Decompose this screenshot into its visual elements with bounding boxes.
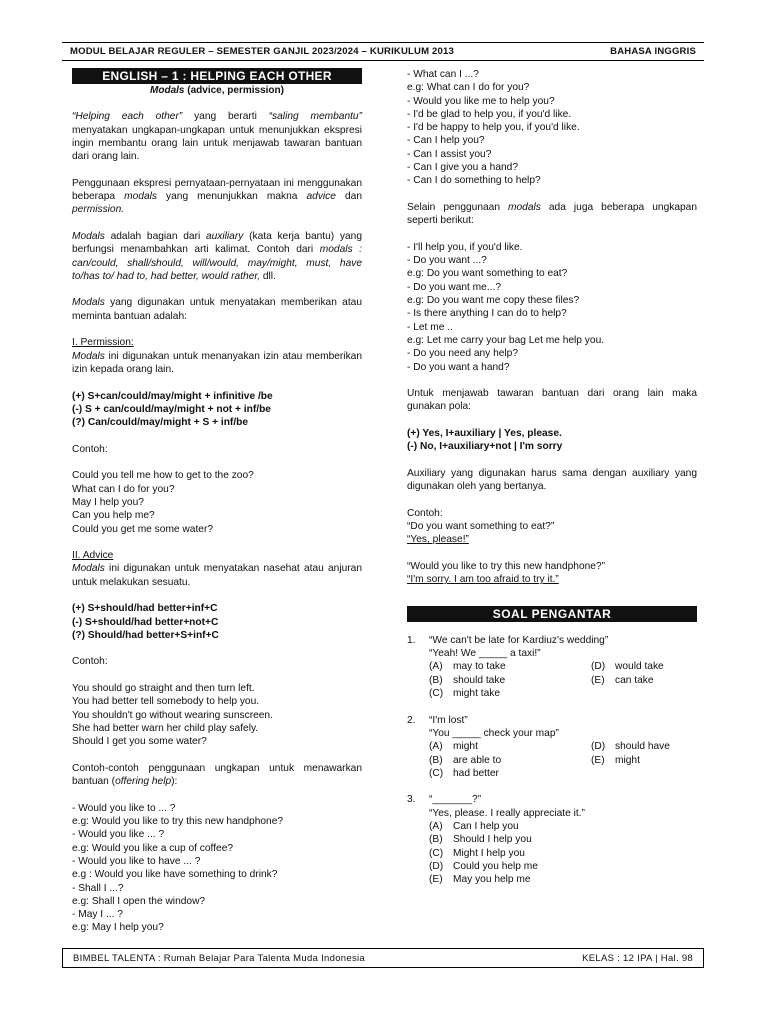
example-line: May I help you? — [72, 496, 144, 508]
list-item: e.g: May I help you? — [72, 922, 164, 934]
advice-paragraph — [72, 562, 362, 589]
option-letter: (A) — [429, 821, 443, 833]
footer-institution: BIMBEL TALENTA : Rumah Belajar Para Talenta Muda Indonesia — [73, 952, 365, 964]
def-modals: Modals — [72, 230, 105, 242]
example-answer-2: “I'm sorry. I am too afraid to try it.” — [407, 574, 559, 586]
section-subtitle — [72, 84, 362, 97]
list-item: - Do you want ...? — [407, 255, 487, 267]
perm-text: ini digunakan untuk menanyakan izin atau memberikan izin kepada orang lain. — [72, 350, 362, 375]
page-footer — [62, 948, 704, 968]
list-item: - Do you need any help? — [407, 348, 519, 360]
def-auxiliary: auxiliary — [205, 230, 244, 242]
example-line: She had better warn her child play safely. — [72, 722, 259, 734]
list-item: e.g: Shall I open the window? — [72, 895, 206, 907]
list-item: - Can I assist you? — [407, 148, 492, 160]
list-item: - What can I ...? — [407, 69, 479, 80]
option-letter: (C) — [429, 767, 444, 779]
list-item: - Can I do something to help? — [407, 175, 541, 187]
list-item: - Let me .. — [407, 321, 453, 333]
option-text: Should I help you — [453, 834, 532, 846]
option-b[interactable] — [429, 674, 591, 687]
question-line: “We can't be late for Kardiuz's wedding” — [429, 634, 609, 646]
usage-permission: permission. — [72, 204, 125, 216]
option-text: might — [615, 754, 640, 766]
intro-term: “Helping each other” — [72, 111, 183, 123]
option-letter: (C) — [429, 847, 444, 859]
list-item: - I'll help you, if you'd like. — [407, 241, 523, 253]
option-d[interactable] — [429, 860, 697, 873]
option-letter: (E) — [429, 874, 443, 886]
usage-text: Penggunaan ekspresi pernyataan-pernyataan ini menggunakan beberapa — [72, 177, 362, 203]
option-letter: (D) — [429, 860, 444, 872]
question-3 — [407, 793, 697, 886]
section-title: ENGLISH – 1 : HELPING EACH OTHER — [72, 68, 362, 84]
question-line: “I'm lost” — [429, 714, 468, 726]
def-modal-list: modals : can/could, shall/should, will/would, may/might, must, have to/has to/ had to, had better, would rather, — [72, 244, 362, 282]
list-item: e.g: Do you want something to eat? — [407, 268, 568, 280]
question-number: 3. — [407, 794, 416, 806]
example-question-1: “Do you want something to eat?” — [407, 521, 555, 533]
permission-paragraph — [72, 350, 362, 377]
offer-text: Contoh-contoh penggunaan ungkapan untuk menawarkan bantuan ( — [72, 762, 362, 788]
example-line: You had better tell somebody to help you. — [72, 696, 260, 708]
list-item: - Would you like to ... ? — [72, 802, 176, 814]
option-text: May you help me — [453, 874, 531, 886]
option-text: should have — [615, 741, 670, 753]
usage-modals: modals — [124, 191, 157, 203]
option-letter: (A) — [429, 741, 443, 753]
example-line: Could you tell me how to get to the zoo? — [72, 470, 254, 482]
example-line: Could you get me some water? — [72, 523, 213, 535]
adv-modals: Modals — [72, 563, 105, 575]
def-dll: dll. — [260, 270, 276, 282]
example-answer-1: “Yes, please!” — [407, 534, 469, 546]
offering-help-list — [72, 802, 362, 935]
list-item: e.g: Would you like to try this new handphone? — [72, 816, 284, 828]
permission-formulas — [72, 390, 362, 430]
option-letter: (C) — [429, 688, 444, 700]
list-item: - Do you want me...? — [407, 281, 501, 293]
formula-line: (?) Can/could/may/might + S + inf/be — [72, 417, 249, 429]
list-item: - May I ... ? — [72, 909, 123, 921]
footer-page-info: KELAS : 12 IPA | Hal. 98 — [582, 952, 693, 964]
soal-pengantar-title: SOAL PENGANTAR — [407, 606, 697, 622]
list-item: e.g : Would you like have something to drink? — [72, 869, 278, 881]
other-expressions-list — [407, 241, 697, 374]
formula-line: (+) Yes, I+auxiliary | Yes, please. — [407, 428, 562, 440]
list-item: - I'd be happy to help you, if you'd like. — [407, 122, 580, 134]
left-column — [72, 68, 362, 935]
option-c[interactable] — [429, 847, 697, 860]
option-text: had better — [453, 767, 499, 779]
example-line: You should go straight and then turn left. — [72, 683, 255, 695]
option-letter: (B) — [429, 834, 443, 846]
other-expressions-paragraph — [407, 201, 697, 228]
question-number: 2. — [407, 714, 416, 726]
formula-line: (-) S+should/had better+not+C — [72, 616, 219, 628]
option-d[interactable] — [591, 660, 697, 673]
list-item: - Is there anything I can do to help? — [407, 308, 567, 320]
usage-text-2: yang menunjukkan makna — [156, 191, 307, 203]
question-2 — [407, 714, 697, 780]
question-line: “_______?” — [429, 794, 482, 806]
usage-and: dan — [335, 191, 362, 203]
list-item: e.g: Do you want me copy these files? — [407, 295, 580, 307]
list-item: - I'd be glad to help you, if you'd like. — [407, 108, 572, 120]
permission-heading: I. Permission: — [72, 337, 134, 349]
option-text: Might I help you — [453, 847, 525, 859]
usage-advice: advice — [306, 191, 336, 203]
perm-modals: Modals — [72, 350, 105, 362]
option-text: might — [453, 741, 478, 753]
option-letter: (D) — [591, 741, 606, 753]
example-line: What can I do for you? — [72, 483, 175, 495]
question-line: “Yeah! We _____ a taxi!” — [429, 648, 541, 660]
option-letter: (D) — [591, 661, 606, 673]
offer-text-end: ): — [171, 776, 178, 788]
offering-help-list-continued — [407, 68, 697, 188]
intro-paragraph — [72, 110, 362, 163]
formula-line: (-) S + can/could/may/might + not + inf/be — [72, 403, 271, 415]
permission-examples — [72, 469, 362, 535]
usage2-modals: Modals — [72, 297, 105, 309]
contoh-label: Contoh: — [72, 443, 108, 455]
answer-options — [429, 660, 697, 700]
header-module-title: MODUL BELAJAR REGULER – SEMESTER GANJIL 2023/2024 – KURIKULUM 2013 — [70, 46, 454, 57]
option-text: may to take — [453, 661, 506, 673]
other-modals: modals — [508, 201, 541, 213]
list-item: - Would you like me to help you? — [407, 95, 555, 107]
usage2-text: yang digunakan untuk menyatakan memberikan atau meminta bantuan adalah: — [72, 297, 362, 322]
list-item: - Would you like to have ... ? — [72, 855, 201, 867]
option-letter: (E) — [591, 674, 605, 686]
right-column — [407, 68, 697, 900]
offer-term: offering help — [115, 776, 172, 788]
advice-formulas — [72, 602, 362, 642]
question-number: 1. — [407, 634, 416, 646]
adv-text: ini digunakan untuk menyatakan nasehat atau anjuran untuk melakukan sesuatu. — [72, 563, 362, 588]
contoh-label: Contoh: — [72, 656, 108, 668]
def-text: adalah bagian dari — [104, 230, 206, 242]
question-line: “You _____ check your map” — [429, 727, 559, 739]
example-line: Should I get you some water? — [72, 736, 207, 748]
offering-help-paragraph — [72, 762, 362, 789]
option-a[interactable] — [429, 820, 697, 833]
list-item: - Shall I ...? — [72, 882, 124, 894]
option-e[interactable] — [591, 754, 697, 767]
answer-options — [429, 740, 697, 780]
option-text: can take — [615, 674, 654, 686]
usage-paragraph — [72, 177, 362, 217]
option-letter: (E) — [591, 754, 605, 766]
option-b[interactable] — [429, 754, 591, 767]
auxiliary-note-paragraph: Auxiliary yang digunakan harus sama dengan auxiliary yang digunakan oleh yang bertanya. — [407, 467, 697, 493]
intro-text-rest: menyatakan ungkapan-ungkapan untuk menunjukkan ekspresi ingin membantu orang lain untuk menjawab tawaran bantuan dari orang lain. — [72, 124, 362, 163]
option-text: should take — [453, 674, 506, 686]
option-text: might take — [453, 688, 500, 700]
modals-usage-paragraph — [72, 296, 362, 323]
list-item: - Can I help you? — [407, 135, 485, 147]
option-text: are able to — [453, 754, 502, 766]
formula-line: (+) S+should/had better+inf+C — [72, 603, 218, 615]
option-a[interactable] — [429, 740, 591, 753]
option-letter: (A) — [429, 661, 443, 673]
answer-formulas — [407, 427, 697, 454]
contoh-label: Contoh: — [407, 507, 443, 519]
option-b[interactable] — [429, 833, 697, 846]
option-letter: (B) — [429, 674, 443, 686]
question-1 — [407, 634, 697, 700]
other-text-2: ada juga beberapa ungkapan seperti berikut: — [407, 201, 697, 227]
example-question-2: “Would you like to try this new handphone?” — [407, 560, 606, 572]
subtitle-modals: Modals — [150, 85, 185, 96]
list-item: - Would you like ... ? — [72, 829, 165, 841]
advice-examples — [72, 682, 362, 748]
modals-definition-paragraph — [72, 230, 362, 283]
option-c[interactable] — [429, 687, 591, 700]
subtitle-rest: (advice, permission) — [184, 85, 284, 96]
intro-meaning: “saling membantu” — [268, 111, 362, 123]
list-item: e.g: Would you like a cup of coffee? — [72, 842, 234, 854]
option-c[interactable] — [429, 767, 591, 780]
option-text: would take — [615, 661, 664, 673]
option-letter: (B) — [429, 754, 443, 766]
page-header — [62, 42, 704, 61]
example-line: Can you help me? — [72, 510, 155, 522]
option-a[interactable] — [429, 660, 591, 673]
option-e[interactable] — [591, 674, 697, 687]
example-line: You shouldn't go without wearing sunscreen. — [72, 709, 273, 721]
option-text: Can I help you — [453, 821, 519, 833]
list-item: e.g: What can I do for you? — [407, 82, 530, 94]
list-item: e.g: Let me carry your bag Let me help you. — [407, 334, 605, 346]
intro-text: yang berarti — [182, 111, 269, 123]
list-item: - Can I give you a hand? — [407, 162, 519, 174]
option-e[interactable] — [429, 873, 697, 886]
option-text: Could you help me — [453, 860, 538, 872]
formula-line: (?) Should/had better+S+inf+C — [72, 629, 219, 641]
list-item: - Do you want a hand? — [407, 361, 510, 373]
advice-heading: II. Advice — [72, 550, 114, 562]
option-d[interactable] — [591, 740, 697, 753]
answer-options — [429, 820, 697, 886]
question-line: “Yes, please. I really appreciate it.” — [429, 807, 585, 819]
formula-line: (-) No, I+auxiliary+not | I'm sorry — [407, 441, 563, 453]
answer-pattern-paragraph: Untuk menjawab tawaran bantuan dari orang lain maka gunakan pola: — [407, 388, 697, 413]
def-text-2: (kata kerja bantu) yang berfungsi menambahkan arti kalimat. Contoh dari — [72, 230, 362, 256]
header-subject: BAHASA INGGRIS — [610, 46, 696, 57]
other-text: Selain penggunaan — [407, 201, 509, 213]
formula-line: (+) S+can/could/may/might + infinitive /be — [72, 390, 273, 402]
